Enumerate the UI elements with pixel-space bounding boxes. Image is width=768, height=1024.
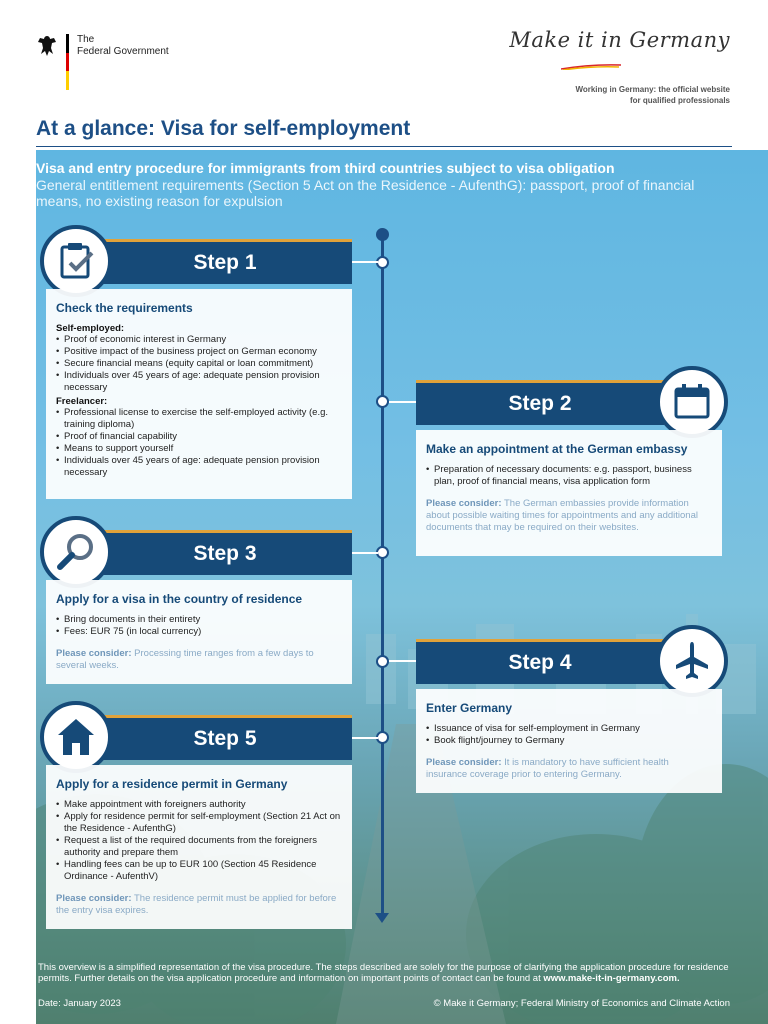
list-item: • Issuance of visa for self-employment in Germany <box>426 723 712 735</box>
step-5-connector <box>352 737 378 739</box>
timeline-start <box>376 228 389 241</box>
step-4-heading: Enter Germany <box>426 701 513 715</box>
eagle-icon <box>36 34 58 58</box>
list-item: • Handling fees can be up to EUR 100 (Section 45 Residence Ordinance - AufenthV) <box>56 859 342 883</box>
footer-date: Date: January 2023 <box>38 998 121 1009</box>
header <box>0 0 768 112</box>
step-3-card <box>46 580 352 684</box>
step-4-card <box>416 689 722 793</box>
step-4-icon-circle <box>656 625 728 697</box>
airplane-icon <box>670 639 714 683</box>
step-1-connector <box>352 261 378 263</box>
consider-text: It is mandatory to have sufficient health insurance coverage prior to entering Germany. <box>426 757 669 780</box>
footer-link[interactable]: www.make-it-in-germany.com. <box>543 973 680 984</box>
step-2-bar <box>416 380 664 425</box>
consider-label: Please consider: <box>426 757 502 768</box>
step-1-bar <box>98 239 352 284</box>
step-4-connector <box>389 660 416 662</box>
list-item: • Individuals over 45 years of age: adequate pension provision necessary <box>56 370 342 394</box>
step-4-label: Step 4 <box>508 651 572 674</box>
step-1-heading: Check the requirements <box>56 301 193 315</box>
step-2-label: Step 2 <box>508 392 572 415</box>
tagline-2: for qualified professionals <box>629 96 730 105</box>
footer-copyright: © Make it Germany; Federal Ministry of Economics and Climate Action <box>433 998 730 1009</box>
step-5-heading: Apply for a residence permit in Germany <box>56 777 288 791</box>
list-item: • Means to support yourself <box>56 443 342 455</box>
page-title: At a glance: Visa for self-employment <box>36 117 411 140</box>
house-icon <box>54 715 98 759</box>
gov-line-1: The <box>77 34 95 45</box>
step-3-heading: Apply for a visa in the country of residence <box>56 592 303 606</box>
clipboard-check-icon <box>54 239 98 283</box>
tagline-1: Working in Germany: the official website <box>575 85 730 94</box>
step-1-card <box>46 289 352 499</box>
timeline-node-4 <box>376 655 389 668</box>
step-3-consider <box>56 648 342 672</box>
federal-government-logo[interactable] <box>36 34 169 90</box>
list-item: • Proof of financial capability <box>56 431 342 443</box>
consider-label: Please consider: <box>56 648 132 659</box>
gov-line-2: Federal Government <box>77 46 169 57</box>
german-flag-stripe <box>66 34 69 90</box>
list-item: • Make appointment with foreigners authority <box>56 799 342 811</box>
step-5-card <box>46 765 352 929</box>
step-5-consider <box>56 893 342 917</box>
timeline-node-2 <box>376 395 389 408</box>
intro-text: General entitlement requirements (Section 5 Act on the Residence - AufenthG): passport, proof of financial means, no existing reason for expulsion <box>36 177 695 209</box>
list-item: • Book flight/journey to Germany <box>426 735 712 747</box>
footer-note <box>38 962 732 984</box>
step-4-bar <box>416 639 664 684</box>
timeline-line <box>381 234 384 918</box>
step-2-icon-circle <box>656 366 728 438</box>
list-item: • Bring documents in their entirety <box>56 614 342 626</box>
step-5-bar <box>98 715 352 760</box>
list-item: • Apply for residence permit for self-employment (Section 21 Act on the Residence - AufenthG) <box>56 811 342 835</box>
consider-text: Processing time ranges from a few days to several weeks. <box>56 648 314 671</box>
list-item: • Secure financial means (equity capital or loan commitment) <box>56 358 342 370</box>
step-5-icon-circle <box>40 701 112 773</box>
consider-label: Please consider: <box>56 893 132 904</box>
step-5-label: Step 5 <box>193 727 257 750</box>
step-3-label: Step 3 <box>193 542 257 565</box>
step-1-label: Step 1 <box>193 251 257 274</box>
calendar-icon <box>670 380 714 424</box>
list-item: • Proof of economic interest in Germany <box>56 334 342 346</box>
list-item: • Request a list of the required documents from the foreigners authority and prepare them <box>56 835 342 859</box>
step-2-card <box>416 430 722 556</box>
list-item: • Fees: EUR 75 (in local currency) <box>56 626 342 638</box>
consider-text: The residence permit must be applied for before the entry visa expires. <box>56 893 337 916</box>
brand-wordmark: Make it in Germany <box>509 28 730 52</box>
list-item: • Preparation of necessary documents: e.g. passport, business plan, proof of financial means, visa application form <box>426 464 712 488</box>
list-item: • Positive impact of the business project on German economy <box>56 346 342 358</box>
brand-stripe-icon <box>561 64 621 70</box>
title-divider <box>36 146 732 147</box>
consider-label: Please consider: <box>426 498 502 509</box>
step-2-connector <box>389 401 416 403</box>
step-1-group-2-title: Freelancer: <box>56 396 108 407</box>
footer-note-text: This overview is a simplified representation of the visa procedure. The steps described are solely for the purpose of clarifying the application procedure for residence permits. Further details on the visa application procedure and information on important points of contact can be found at <box>38 962 729 984</box>
step-4-consider <box>426 757 712 781</box>
intro <box>36 160 726 209</box>
step-3-bar <box>98 530 352 575</box>
timeline-arrow-icon <box>375 913 389 923</box>
list-item: • Individuals over 45 years of age: adequate pension provision necessary <box>56 455 342 479</box>
intro-heading: Visa and entry procedure for immigrants from third countries subject to visa obligation <box>36 160 615 176</box>
magnifier-icon <box>54 530 98 574</box>
step-2-heading: Make an appointment at the German embassy <box>426 442 688 456</box>
list-item: • Professional license to exercise the self-employed activity (e.g. training diploma) <box>56 407 342 431</box>
step-3-connector <box>352 552 378 554</box>
make-it-in-germany-logo[interactable] <box>509 28 730 106</box>
step-1-icon-circle <box>40 225 112 297</box>
consider-text: The German embassies provide information about possible waiting times for appointments and any additional documents that may be required on their websites. <box>426 498 698 533</box>
step-2-consider <box>426 498 712 534</box>
step-3-icon-circle <box>40 516 112 588</box>
step-1-group-1-title: Self-employed: <box>56 323 125 334</box>
